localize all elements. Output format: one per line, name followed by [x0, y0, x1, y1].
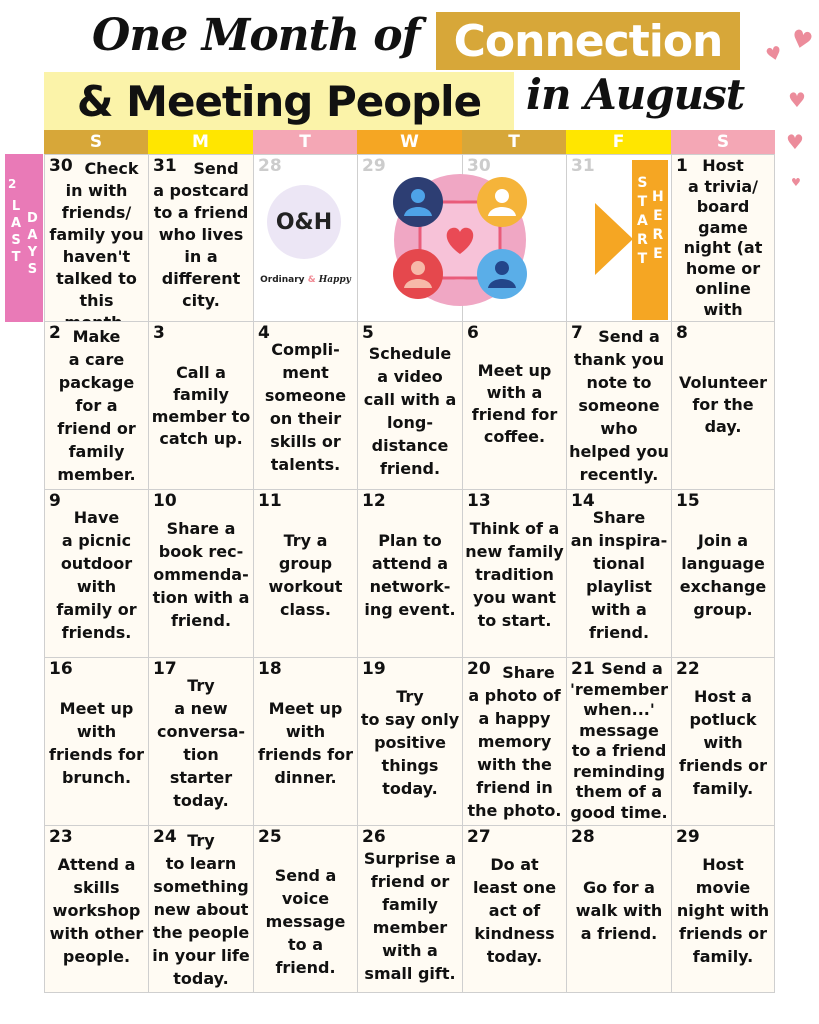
day-number: 16 [49, 659, 73, 679]
day-activity: Attend a skills workshop with other people. [49, 855, 144, 966]
day-activity: Volunteer for the day. [678, 373, 767, 436]
day-number: 17 [153, 659, 177, 679]
last-tab-letter: S [11, 233, 21, 248]
calendar-cell-5 [357, 321, 463, 490]
calendar-cell-21 [566, 657, 672, 826]
day-number: 28 [571, 827, 595, 847]
day-number: 4 [258, 323, 270, 343]
day-activity: Try a new conversa- tion starter today. [157, 676, 245, 810]
logo-tagline-a: Ordinary [260, 275, 305, 285]
calendar-cell-1-aug [671, 154, 775, 322]
calendar-cell-27 [462, 825, 567, 993]
day-activity: Make a care package for a friend or family member. [57, 327, 136, 484]
day-number: 22 [676, 659, 700, 679]
day-activity: Go for a walk with a friend. [575, 878, 663, 943]
weekday-header-sat: S [671, 130, 775, 154]
start-tab-letter: E [653, 208, 663, 224]
heart-icon: ♥ [787, 23, 816, 57]
day-activity: Host a potluck with friends or family. [678, 687, 767, 798]
day-activity: Call a family member to catch up. [151, 363, 251, 448]
calendar-cell-28 [566, 825, 672, 993]
day-activity: Share a book rec- ommenda- tion with a friend. [152, 519, 250, 630]
calendar-cell-2 [44, 321, 149, 490]
day-activity: Check in with friends/ family you haven't talked to this [49, 159, 144, 310]
day-number: 24 [153, 827, 177, 847]
calendar-cell-30-jul [44, 154, 149, 322]
day-number: 12 [362, 491, 386, 511]
calendar-cell-23 [44, 825, 149, 993]
day-activity: Share a photo of a happy memory with the friend in the photo. [467, 663, 562, 820]
calendar-cell-18 [253, 657, 358, 826]
day-number: 6 [467, 323, 479, 343]
day-number: 26 [362, 827, 386, 847]
day-number: 25 [258, 827, 282, 847]
calendar-cell-26 [357, 825, 463, 993]
calendar-cell-3 [148, 321, 254, 490]
start-here-tab [632, 160, 668, 320]
calendar-cell-11 [253, 489, 358, 658]
calendar-cell-14 [566, 489, 672, 658]
calendar-cell-13 [462, 489, 567, 658]
weekday-header-mon: M [148, 130, 253, 154]
title-meeting-people: & Meeting People [44, 72, 514, 130]
day-number: 28 [258, 156, 282, 176]
calendar-cell-17 [148, 657, 254, 826]
last-tab-letter: D [27, 211, 38, 226]
calendar-cell-25 [253, 825, 358, 993]
title-line-1: One Month of [92, 10, 420, 61]
day-activity: Schedule a video call with a long- distance friend. [363, 344, 457, 478]
day-activity: Meet up with friends for dinner. [258, 699, 353, 787]
day-activity: Send a postcard to a friend who lives in a different city. [153, 159, 249, 310]
start-tab-letter: T [637, 251, 648, 267]
calendar-cell-20 [462, 657, 567, 826]
day-activity: Send a voice message to a friend. [265, 866, 346, 977]
day-activity: Join a language exchange group. [679, 531, 767, 619]
day-number: 8 [676, 323, 688, 343]
heart-icon: ♥ [788, 88, 806, 112]
last-2-days-tab [5, 154, 43, 322]
last-tab-letter: L [11, 199, 21, 214]
day-number: 13 [467, 491, 491, 511]
day-number: 1 [676, 156, 688, 176]
day-activity: Send a 'remember when...' message to a friend reminding them of a good time. [569, 659, 669, 822]
start-tab-letter: E [653, 246, 663, 262]
day-number: 11 [258, 491, 282, 511]
day-number: 2 [49, 323, 61, 343]
start-tab-letter: S [637, 175, 648, 191]
calendar-cell-4 [253, 321, 358, 490]
calendar-cell-6 [462, 321, 567, 490]
calendar-cell-29 [671, 825, 775, 993]
day-number: 29 [362, 156, 386, 176]
day-activity: Host a trivia/ board game night (at home or online with [683, 156, 763, 319]
day-activity: Meet up with a friend for coffee. [471, 361, 558, 446]
day-number: 31 [153, 156, 177, 176]
weekday-header-wed: W [357, 130, 462, 154]
last-tab-letter: Y [27, 245, 38, 260]
calendar-cell-19 [357, 657, 463, 826]
day-number: 23 [49, 827, 73, 847]
day-number: 29 [676, 827, 700, 847]
day-number: 31 [571, 156, 595, 176]
calendar-cell-16 [44, 657, 149, 826]
day-activity: Send a thank you note to someone who helped you recently. [569, 327, 669, 484]
heart-icon: ♥ [786, 130, 804, 154]
last-tab-letter: S [27, 262, 38, 277]
weekday-header-thu: T [462, 130, 566, 154]
people-network-icon [380, 170, 540, 310]
calendar-cell-12 [357, 489, 463, 658]
day-activity: Have a picnic outdoor with family or friends. [56, 508, 137, 642]
calendar-cell-15 [671, 489, 775, 658]
day-number: 20 [467, 659, 491, 679]
start-tab-letter: R [652, 227, 664, 243]
last-tab-letter: 2 [8, 177, 17, 191]
calendar-cell-logo [253, 154, 358, 322]
logo-tagline-b: Happy [318, 275, 351, 285]
day-number: 15 [676, 491, 700, 511]
last-tab-letter: A [11, 216, 22, 231]
day-number: 30 [467, 156, 491, 176]
weekday-header-fri: F [566, 130, 671, 154]
last-tab-letter: T [11, 250, 21, 265]
weekday-header-sun: S [44, 130, 148, 154]
title-in-august: in August [526, 70, 745, 119]
day-number: 9 [49, 491, 61, 511]
heart-icon: ♥ [791, 176, 801, 189]
start-tab-letter: T [637, 194, 648, 210]
calendar-cell-22 [671, 657, 775, 826]
day-activity: Try to learn something new about the people in your life today. [152, 831, 250, 988]
calendar-cell-10 [148, 489, 254, 658]
start-tab-letter: R [637, 232, 648, 248]
day-activity: Surprise a friend or family member with a small gift. [363, 849, 457, 983]
day-number: 18 [258, 659, 282, 679]
weekday-header-tue: T [253, 130, 357, 154]
heart-icon: ♥ [763, 42, 785, 67]
day-activity: Share an inspira- tional playlist with a friend. [570, 508, 668, 642]
day-number: 14 [571, 491, 595, 511]
start-tab-letter: A [637, 213, 648, 229]
day-number: 30 [49, 156, 73, 176]
calendar-cell-8 [671, 321, 775, 490]
day-number: 5 [362, 323, 374, 343]
start-tab-letter: H [652, 189, 664, 205]
day-activity: Think of a new family tradition you want to start. [465, 519, 564, 630]
day-number: 21 [571, 659, 595, 679]
day-number: 7 [571, 323, 583, 343]
logo-tagline-amp: & [307, 275, 316, 285]
day-activity: Host movie night with friends or family. [676, 855, 770, 966]
day-number: 3 [153, 323, 165, 343]
arrow-right-icon [595, 203, 633, 275]
day-number: 10 [153, 491, 177, 511]
day-activity: Meet up with friends for brunch. [49, 699, 144, 787]
logo-mark: O&H [275, 209, 333, 235]
day-number: 19 [362, 659, 386, 679]
day-activity: Compli- ment someone on their skills or talents. [264, 340, 347, 474]
logo-tagline [254, 275, 357, 285]
last-tab-letter: A [27, 228, 38, 243]
day-activity: Do at least one act of kindness today. [472, 855, 557, 966]
day-activity: Try to say only positive things today. [360, 687, 460, 798]
calendar-cell-7 [566, 321, 672, 490]
day-activity: Plan to attend a network- ing event. [364, 531, 456, 619]
day-number: 27 [467, 827, 491, 847]
calendar-cell-9 [44, 489, 149, 658]
day-activity: Try a group workout class. [268, 531, 343, 619]
calendar-cell-24 [148, 825, 254, 993]
title-connection-highlight: Connection [436, 12, 740, 70]
logo-circle [267, 185, 341, 259]
calendar-cell-31-jul [148, 154, 254, 322]
